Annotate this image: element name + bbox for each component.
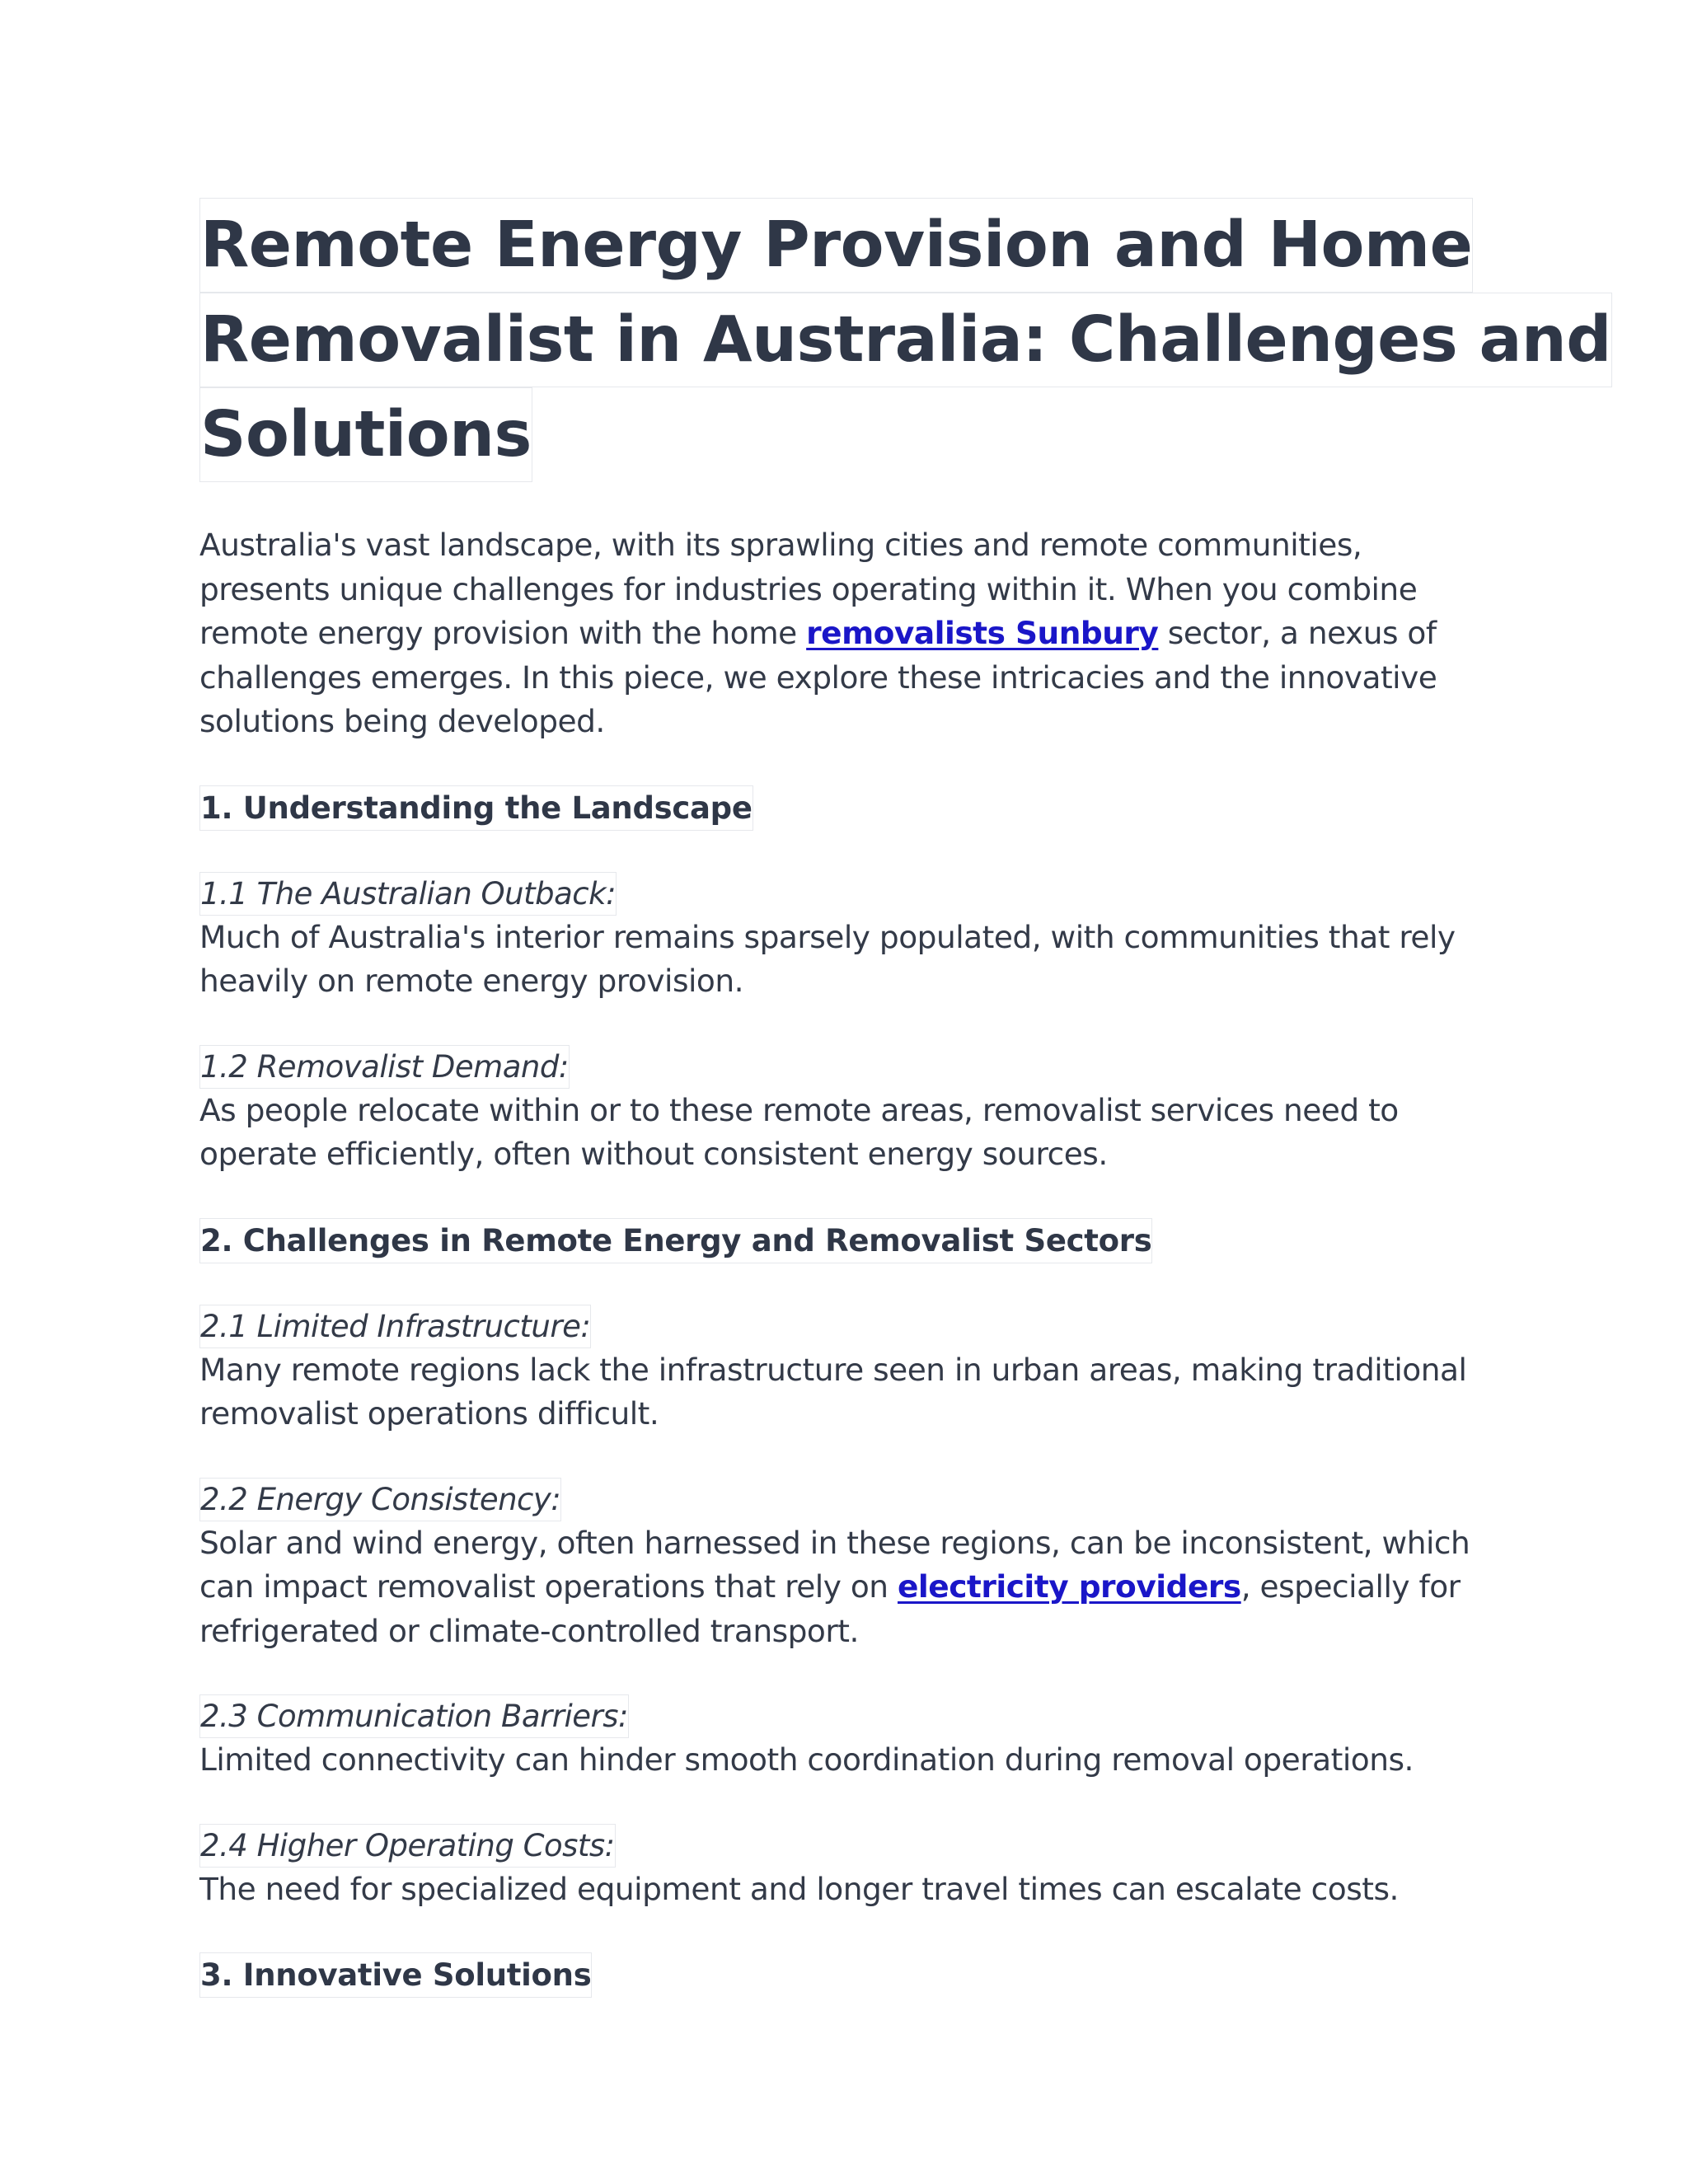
subsection-heading: 2.4 Higher Operating Costs: [199,1824,616,1868]
intro-text: sector, a nexus of challenges emerges. In this piece, we explore these intricacies and the innovative solutions being developed. [199,615,1437,739]
subsection-text: Limited connectivity can hinder smooth coordination during removal operations. [199,1741,1414,1778]
subsection-text: Many remote regions lack the infrastructure seen in urban areas, making traditional removalist operations difficult. [199,1351,1467,1432]
electricity-providers-link[interactable]: electricity providers [897,1568,1241,1605]
title-line: Removalist in Australia: Challenges and [199,293,1612,387]
removalists-sunbury-link[interactable]: removalists Sunbury [806,615,1159,651]
subsection-text-part: Solar and wind energy, often harnessed in these regions, can be inconsistent, which can impact removalist operations that rely on [199,1524,1470,1605]
subsection-2-3 [199,1694,1493,1783]
subsection-text: Much of Australia's interior remains sparsely populated, with communities that rely heavily on remote energy provision. [199,918,1456,999]
page-title [199,198,1611,482]
subsection-heading: 2.2 Energy Consistency: [199,1478,561,1521]
subsection-text-part: , especially for refrigerated or climate-controlled transport. [199,1568,1461,1649]
section-heading: 2. Challenges in Remote Energy and Removalist Sectors [199,1218,1152,1263]
section-2 [199,1218,1493,1263]
section-1 [199,785,1493,831]
section-heading: 1. Understanding the Landscape [199,785,753,831]
subsection-heading: 2.1 Limited Infrastructure: [199,1305,591,1348]
subsection-1-1 [199,872,1493,1004]
section-3 [199,1952,1493,1998]
subsection-text [199,1521,1493,1654]
subsection-heading: 1.1 The Australian Outback: [199,872,617,916]
subsection-2-2 [199,1478,1493,1654]
section-heading: 3. Innovative Solutions [199,1952,592,1998]
subsection-2-4 [199,1824,1493,1912]
subsection-heading: 1.2 Removalist Demand: [199,1045,570,1089]
subsection-1-2 [199,1045,1493,1177]
subsection-text: As people relocate within or to these remote areas, removalist services need to operate efficiently, often without consistent energy sources. [199,1091,1399,1172]
title-line: Remote Energy Provision and Home [199,198,1473,293]
intro-paragraph [199,523,1493,744]
document-page [199,198,1611,1998]
intro-text: Australia's vast landscape, with its sprawling cities and remote communities, presents unique challenges for industries operating within it. When you combine remote energy provision with the home [199,527,1418,651]
subsection-2-1 [199,1305,1493,1436]
subsection-heading: 2.3 Communication Barriers: [199,1694,629,1738]
subsection-text: The need for specialized equipment and longer travel times can escalate costs. [199,1870,1399,1907]
title-line: Solutions [199,387,532,482]
